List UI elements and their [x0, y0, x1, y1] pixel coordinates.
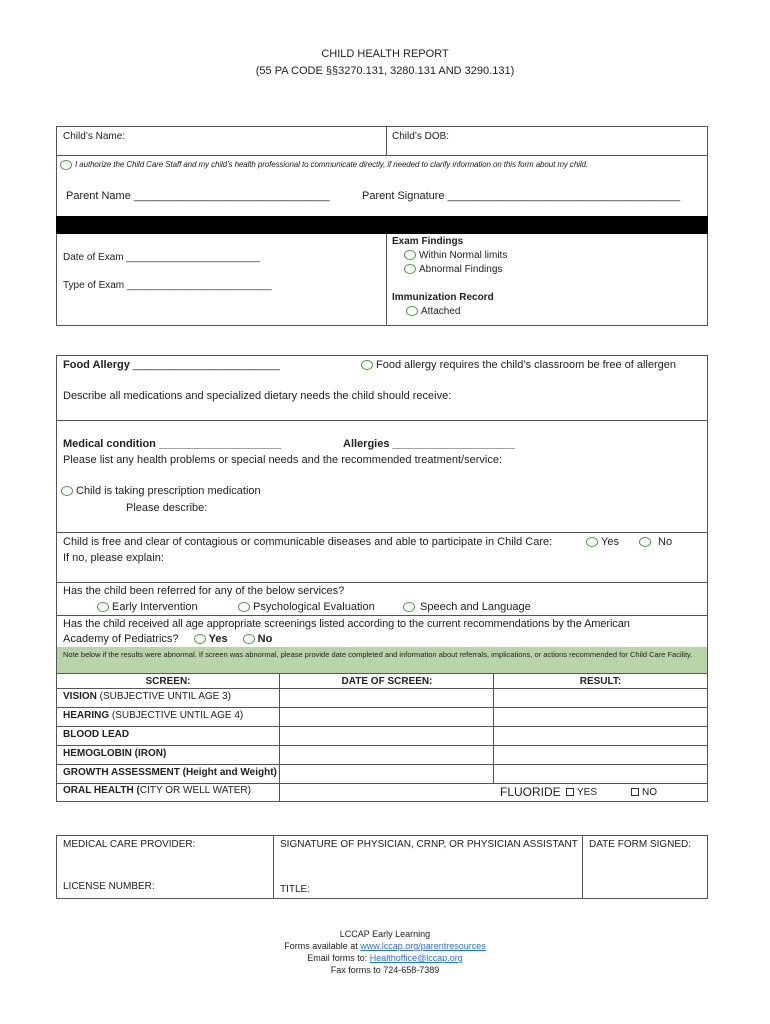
abnormal-label: Abnormal Findings — [419, 264, 503, 275]
screen-row-oral-health: ORAL HEALTH (CITY OR WELL WATER) — [63, 785, 251, 796]
page-title: CHILD HEALTH REPORT — [321, 48, 449, 60]
black-divider-bar — [56, 216, 708, 234]
screenings-question-line2 — [63, 633, 272, 645]
type-of-exam-field[interactable]: Type of Exam __________________________ — [63, 280, 272, 291]
health-section — [56, 355, 708, 802]
screenings-yes-option[interactable] — [194, 633, 228, 645]
col-screen-header: SCREEN: — [145, 676, 191, 687]
col-date-header: DATE OF SCREEN: — [341, 676, 433, 687]
contagious-yes-radio-icon[interactable] — [586, 537, 598, 547]
provider-field[interactable]: MEDICAL CARE PROVIDER: — [63, 839, 196, 850]
fluoride-no-label: NO — [642, 787, 657, 798]
screenings-no-option[interactable] — [243, 633, 273, 645]
contagious-no-option[interactable] — [639, 536, 672, 548]
contagious-text: Child is free and clear of contagious or communicable diseases and able to participate in Child Care: — [63, 536, 553, 548]
fluoride-yes-checkbox-icon[interactable] — [566, 788, 574, 796]
abnormal-radio-icon[interactable] — [404, 264, 416, 274]
footer-email-prefix: Email forms to: — [307, 953, 370, 963]
attached-label: Attached — [421, 306, 461, 317]
food-allergy-label: Food Allergy — [63, 359, 130, 371]
fluoride-no-option[interactable] — [631, 787, 657, 798]
food-allergy-row[interactable] — [63, 359, 280, 371]
authorize-radio-icon[interactable] — [60, 160, 72, 170]
forms-link[interactable]: www.lccap.org/parentresources — [360, 941, 486, 951]
parent-signature-field[interactable]: Parent Signature ______________________________________ — [362, 190, 681, 202]
note-text: Note below if the results were abnormal. If screen was abnormal, please provide date completed and information about referrals, implications, or actions recommended for Child Care Facility. — [63, 650, 693, 659]
signature-field[interactable]: SIGNATURE OF PHYSICIAN, CRNP, OR PHYSICIAN ASSISTANT — [280, 839, 578, 850]
allergen-free-option[interactable] — [361, 359, 676, 371]
screenings-no-label: No — [257, 633, 273, 645]
please-describe-label: Please describe: — [126, 502, 208, 514]
attached-option[interactable] — [406, 306, 460, 317]
contagious-yes-option[interactable] — [586, 536, 619, 548]
health-problems-text: Please list any health problems or special needs and the recommended treatment/service: — [63, 454, 503, 466]
medical-condition-field[interactable]: Medical condition ____________________ — [63, 438, 282, 450]
early-intervention-radio-icon[interactable] — [97, 602, 109, 612]
regulation-code: (55 PA CODE §§3270.131, 3280.131 AND 3290.131) — [255, 65, 515, 77]
screen-row-blood-lead: BLOOD LEAD — [63, 729, 130, 740]
screen-row-vision: VISION (SUBJECTIVE UNTIL AGE 3) — [63, 691, 232, 702]
within-normal-option[interactable] — [404, 250, 507, 261]
contagious-yes-label: Yes — [601, 536, 619, 548]
fluoride-yes-option[interactable] — [566, 787, 597, 798]
title-field[interactable]: TITLE: — [280, 884, 311, 895]
contagious-no-radio-icon[interactable] — [639, 537, 651, 547]
parent-name-field[interactable]: Parent Name ________________________________ — [66, 190, 330, 202]
prescription-option[interactable] — [61, 485, 261, 497]
allergen-free-label: Food allergy requires the child’s classroom be free of allergen — [376, 359, 677, 371]
early-intervention-option[interactable] — [97, 601, 198, 613]
screen-row-hearing: HEARING (SUBJECTIVE UNTIL AGE 4) — [63, 710, 244, 721]
immunization-label: Immunization Record — [392, 292, 494, 303]
within-normal-label: Within Normal limits — [419, 250, 508, 261]
license-field[interactable]: LICENSE NUMBER: — [63, 881, 155, 892]
screenings-question-text: Academy of Pediatrics? — [63, 633, 179, 645]
if-no-explain: If no, please explain: — [63, 552, 164, 564]
prescription-radio-icon[interactable] — [61, 486, 73, 496]
food-allergy-blank[interactable]: ________________________ — [132, 359, 280, 371]
col-result-header: RESULT: — [579, 676, 622, 687]
fluoride-yes-label: YES — [577, 787, 598, 798]
speech-option[interactable] — [403, 601, 531, 613]
speech-radio-icon[interactable] — [403, 602, 415, 612]
screenings-yes-radio-icon[interactable] — [194, 634, 206, 644]
child-name-label: Child’s Name: — [63, 131, 126, 142]
fluoride-label: FLUORIDE — [500, 785, 561, 799]
exam-findings-label: Exam Findings — [392, 236, 464, 247]
footer-email — [0, 953, 770, 963]
authorize-row[interactable] — [60, 160, 588, 170]
early-intervention-label: Early Intervention — [112, 601, 198, 613]
referred-question: Has the child been referred for any of the below services? — [63, 585, 345, 597]
child-dob-label: Child’s DOB: — [392, 131, 450, 142]
date-of-exam-field[interactable]: Date of Exam ________________________ — [63, 252, 260, 263]
contagious-no-label: No — [658, 536, 673, 548]
screenings-yes-label: Yes — [208, 633, 228, 645]
authorize-text: I authorize the Child Care Staff and my child’s health professional to communicate directly, if needed to clarify information on this form about my child. — [75, 160, 589, 170]
footer-org: LCCAP Early Learning — [339, 929, 431, 939]
within-normal-radio-icon[interactable] — [404, 250, 416, 260]
allergies-field[interactable]: Allergies ____________________ — [343, 438, 515, 450]
prescription-label: Child is taking prescription medication — [76, 485, 261, 497]
speech-label: Speech and Language — [420, 601, 531, 613]
allergen-free-radio-icon[interactable] — [361, 360, 373, 370]
date-signed-field[interactable]: DATE FORM SIGNED: — [589, 839, 692, 850]
abnormal-option[interactable] — [404, 264, 502, 275]
screen-row-growth: GROWTH ASSESSMENT (Height and Weight) — [63, 767, 277, 778]
footer-fax: Fax forms to 724-658-7389 — [330, 965, 440, 975]
psychological-option[interactable] — [238, 601, 375, 613]
footer-forms-prefix: Forms available at — [284, 941, 361, 951]
psychological-label: Psychological Evaluation — [253, 601, 375, 613]
fluoride-no-checkbox-icon[interactable] — [631, 788, 639, 796]
psychological-radio-icon[interactable] — [238, 602, 250, 612]
screen-row-hemoglobin: HEMOGLOBIN (IRON) — [63, 748, 167, 759]
screenings-no-radio-icon[interactable] — [243, 634, 255, 644]
screenings-question-line1: Has the child received all age appropriate screenings listed according to the current recommendations by the American — [63, 618, 630, 630]
email-link[interactable]: Healthoffice@lccap.org — [369, 953, 463, 963]
describe-medications: Describe all medications and specialized dietary needs the child should receive: — [63, 390, 452, 402]
attached-radio-icon[interactable] — [406, 306, 418, 316]
note-banner — [57, 647, 707, 673]
footer-forms — [0, 941, 770, 951]
